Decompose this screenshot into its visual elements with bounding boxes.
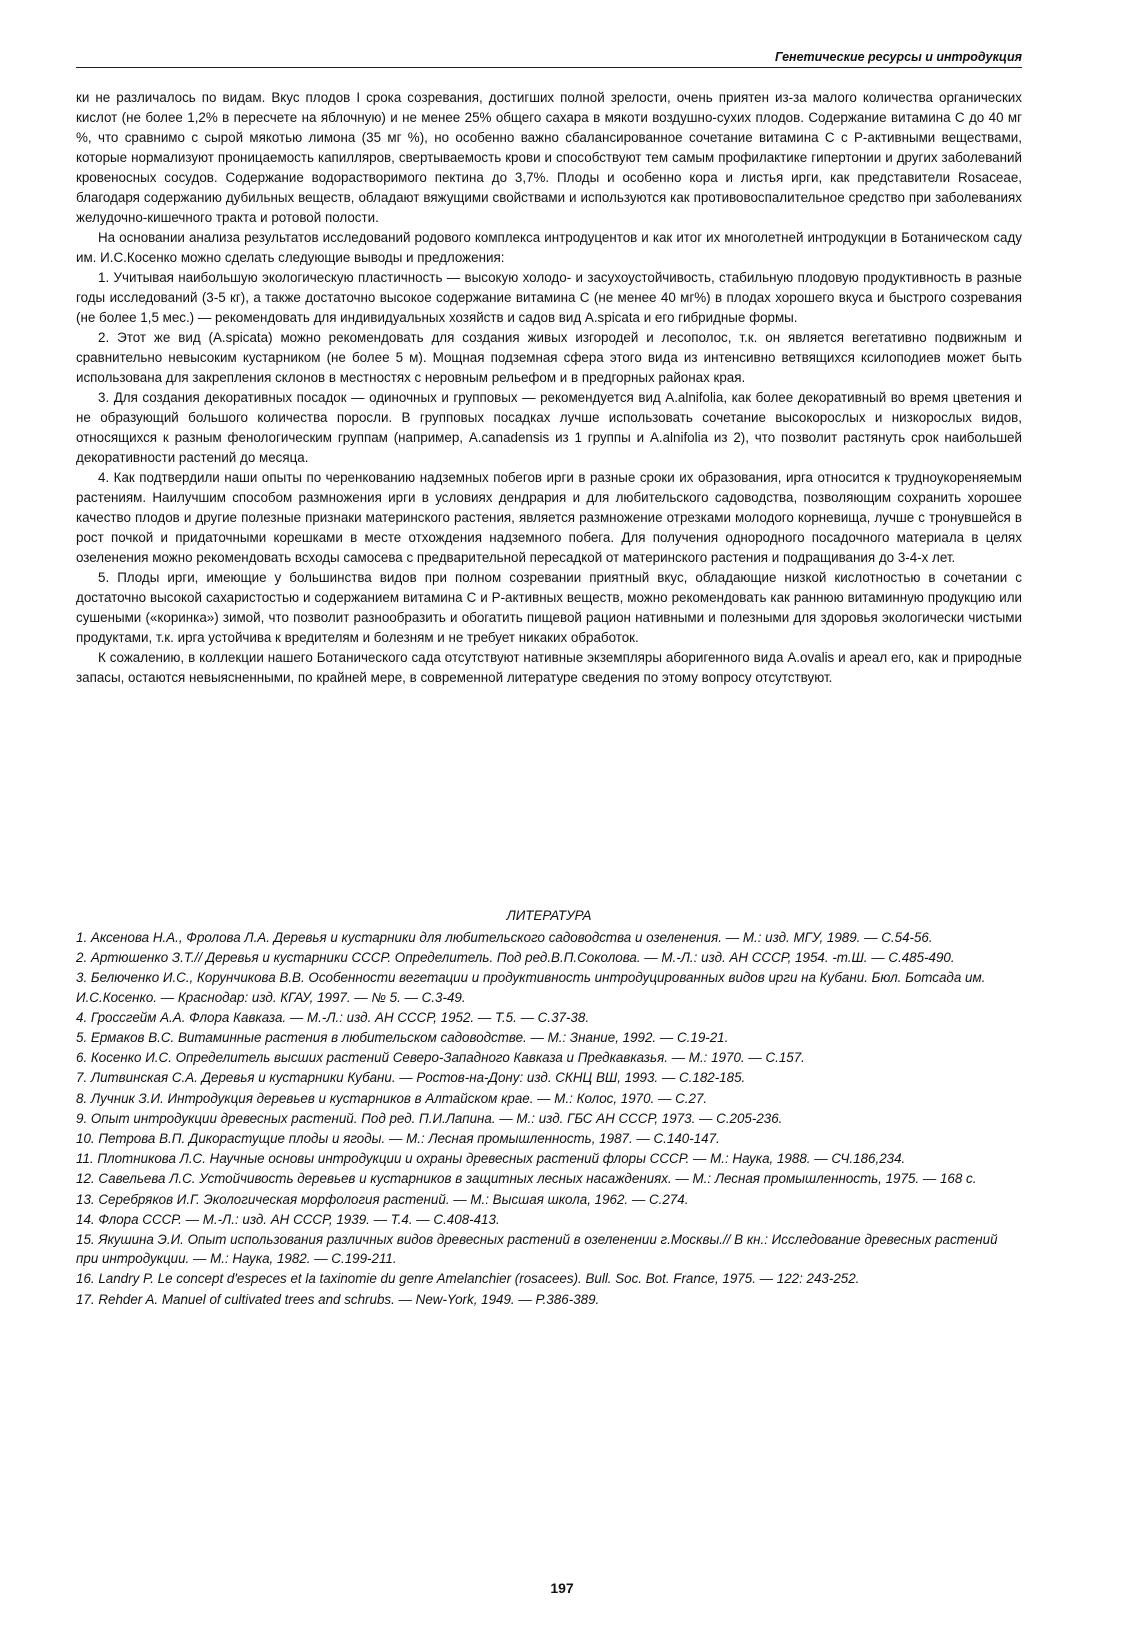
paragraph-conclusion-1: 1. Учитывая наибольшую экологическую пластичность — высокую холодо- и засухоустойчивость, стабильную плодовую продуктивность в разные годы исследований (3-5 кг), а также достаточно высокое содержание витамина С (не менее 40 мг%) в плодах хорошего вкуса и быстрого созревания (не более 1,5 мес.) — рекомендовать для индивидуальных хозяйств и садов вид A.spicata и его гибридные формы. [76,270,1022,325]
reference-item: 17. Rehder A. Manuel of cultivated trees and schrubs. — New-York, 1949. — P.386-389. [76,1291,600,1307]
reference-item: 9. Опыт интродукции древесных растений. Под ред. П.И.Лапина. — М.: изд. ГБС АН СССР, 1973. — С.205-236. [76,1110,783,1126]
reference-item: 12. Савельева Л.С. Устойчивость деревьев и кустарников в защитных лесных насаждениях. — М.: Лесная промышленность, 1975. — 168 с. [76,1171,977,1187]
reference-item: 16. Landry P. Le concept d'especes et la taxinomie du genre Amelanchier (rosacees). Bull. Soc. Bot. France, 1975. — 122: 243-252. [76,1271,860,1287]
reference-item: 14. Флора СССР. — М.-Л.: изд. АН СССР, 1939. — Т.4. — С.408-413. [76,1211,500,1227]
reference-item: 15. Якушина Э.И. Опыт использования различных видов древесных растений в озеленении г.Москвы.// В кн.: Исследование древесных растений при интродукции. — М.: Наука, 1982. — С.199-211. [76,1232,998,1267]
paragraph-continuation: ки не различалось по видам. Вкус плодов I срока созревания, достигших полной зрелости, очень приятен из-за малого количества органических кислот (не более 1,2% в пересчете на яблочную) и не менее 25% общего сахара в мякоти воздушно-сухих плодов. Содержание витамина С до 40 мг %, что сравнимо с сырой мякотью лимона (35 мг %), но особенно важно сбалансированное сочетание витамина С с Р-активными веществами, которые нормализуют проницаемость капилляров, свертываемость крови и способствуют тем самым профилактике гипертонии и других заболеваний кровеносных сосудов. Содержание водорастворимого пектина до 3,7%. Плоды и особенно кора и листья ирги, как представители Rosaceae, благодаря содержанию дубильных веществ, обладают вяжущими свойствами и используются как противовоспалительное средство при заболеваниях желудочно-кишечного тракта и ротовой полости. [76,90,1022,225]
reference-item: 3. Белюченко И.С., Корунчикова В.В. Особенности вегетации и продуктивность интродуцированных видов ирги на Кубани. Бюл. Ботсада им. И.С.Косенко. — Краснодар: изд. КГАУ, 1997. — № 5. — С.3-49. [76,970,986,1005]
reference-item: 10. Петрова В.П. Дикорастущие плоды и ягоды. — М.: Лесная промышленность, 1987. — С.140-147. [76,1131,720,1147]
reference-item: 2. Артюшенко З.Т.// Деревья и кустарники СССР. Определитель. Под ред.В.П.Соколова. — М.-Л.: изд. АН СССР, 1954. -т.Ш. — С.485-490. [76,950,955,966]
paragraph-conclusion-5: 5. Плоды ирги, имеющие у большинства видов при полном созревании приятный вкус, обладающие низкой кислотностью в сочетании с достаточно высокой сахаристостью и содержанием витамина С и Р-активных веществ, можно рекомендовать как раннюю витаминную продукцию или сушеными («коринка») зимой, что позволит разнообразить и обогатить пищевой рацион нативными и полезными для здоровья экологически чистыми продуктами, т.к. ирга устойчива к вредителям и болезням и не требует никаких обработок. [76,570,1022,645]
page-number: 197 [550,1580,574,1596]
reference-item: 11. Плотникова Л.С. Научные основы интродукции и охраны древесных растений флоры СССР. — М.: Наука, 1988. — СЧ.186,234. [76,1151,906,1167]
header-divider [76,67,1022,68]
body-text [76,88,1022,688]
references-list [76,928,1022,1310]
paragraph-conclusion-2: 2. Этот же вид (A.spicata) можно рекомендовать для создания живых изгородей и лесополос, т.к. он является вегетативно подвижным и сравнительно невысоким кустарником (не более 5 м). Мощная подземная сфера этого вида из интенсивно ветвящихся ксилоподиев может быть использована для закрепления склонов в местностях с неровным рельефом и в предгорных районах края. [76,330,1022,385]
reference-item: 7. Литвинская С.А. Деревья и кустарники Кубани. — Ростов-на-Дону: изд. СКНЦ ВШ, 1993. — С.182-185. [76,1070,746,1086]
reference-item: 1. Аксенова Н.А., Фролова Л.А. Деревья и кустарники для любительского садоводства и озеленения. — М.: изд. МГУ, 1989. — С.54-56. [76,930,933,945]
reference-item: 8. Лучник З.И. Интродукция деревьев и кустарников в Алтайском крае. — М.: Колос, 1970. — С.27. [76,1090,708,1106]
references-title: ЛИТЕРАТУРА [506,908,592,923]
paragraph-conclusion-3: 3. Для создания декоративных посадок — одиночных и групповых — рекомендуется вид A.alnifolia, как более декоративный во время цветения и не образующий большого количества поросли. В групповых посадках лучше использовать сочетание высокорослых и низкорослых видов, относящихся к разным фенологическим группам (например, A.canadensis из 1 группы и A.alnifolia из 2), что позволит растянуть срок наибольшей декоративности растений до месяца. [76,390,1022,465]
reference-item: 5. Ермаков В.С. Витаминные растения в любительском садоводстве. — М.: Знание, 1992. — С.19-21. [76,1030,729,1046]
reference-item: 6. Косенко И.С. Определитель высших растений Северо-Западного Кавказа и Предкавказья. — М.: 1970. — С.157. [76,1050,805,1066]
reference-item: 4. Гроссгейм А.А. Флора Кавказа. — М.-Л.: изд. АН СССР, 1952. — Т.5. — С.37-38. [76,1009,590,1025]
running-header: Генетические ресурсы и интродукция [775,50,1022,64]
paragraph-closing: К сожалению, в коллекции нашего Ботанического сада отсутствуют нативные экземпляры аборигенного вида A.ovalis и ареал его, как и природные запасы, остаются невыясненными, по крайней мере, в современной литературе сведения по этому вопросу отсутствуют. [76,650,1022,685]
paragraph-conclusion-4: 4. Как подтвердили наши опыты по черенкованию надземных побегов ирги в разные сроки их образования, ирга относится к трудноукореняемым растениям. Наилучшим способом размножения ирги в условиях дендрария и для любительского садоводства, позволяющим сохранить хорошее качество плодов и другие полезные признаки материнского растения, является размножение отрезками молодого корневища, лучше с тронувшейся в рост почкой и придаточными корешками в месте отхождения надземного побега. Для получения однородного посадочного материала в целях озеленения можно рекомендовать всходы самосева с предварительной пересадкой от материнского растения и подращивания до 3-4-х лет. [76,470,1022,565]
paragraph-conclusions-intro: На основании анализа результатов исследований родового комплекса интродуцентов и как итог их многолетней интродукции в Ботаническом саду им. И.С.Косенко можно сделать следующие выводы и предложения: [76,230,1022,265]
reference-item: 13. Серебряков И.Г. Экологическая морфология растений. — М.: Высшая школа, 1962. — С.274. [76,1191,689,1207]
